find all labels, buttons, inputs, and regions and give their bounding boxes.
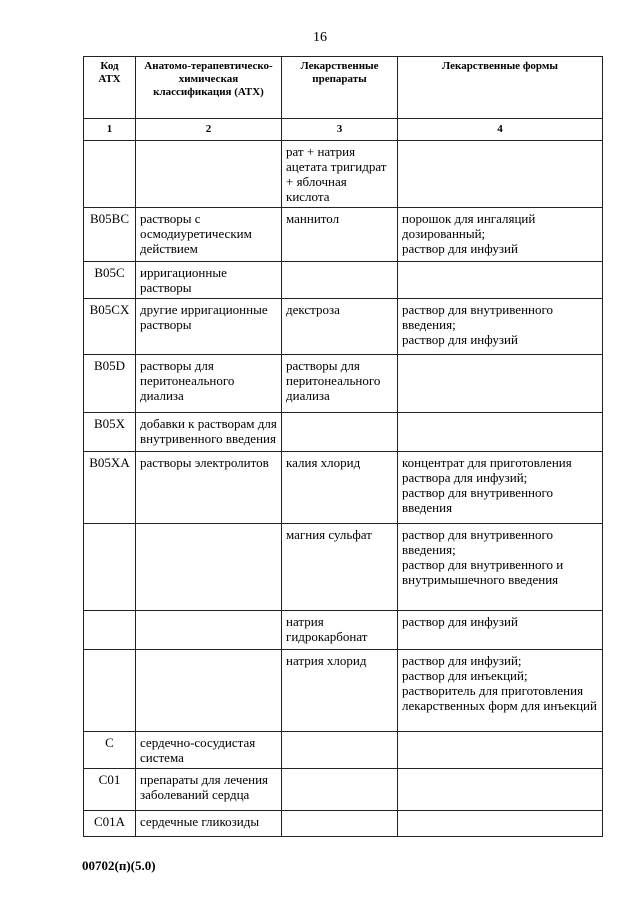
dosage-form-cell [398, 262, 603, 299]
column-number: 1 [84, 119, 136, 141]
dosage-form-cell [398, 732, 603, 769]
atx-code-cell: B05BC [84, 208, 136, 262]
atx-classification-cell: растворы электролитов [136, 452, 282, 524]
table-row [84, 299, 603, 355]
dosage-form-cell: раствор для инфузий [398, 611, 603, 650]
drug-name-cell: магния сульфат [282, 524, 398, 611]
atx-code-cell: B05D [84, 355, 136, 413]
drug-name-cell: натрия гидрокарбонат [282, 611, 398, 650]
atx-code-cell: C01A [84, 811, 136, 837]
drug-name-cell: рат + натрия ацетата тригидрат + яблочная кислота [282, 141, 398, 208]
atx-classification-cell: препараты для лечения заболеваний сердца [136, 769, 282, 811]
dosage-form-cell: раствор для инфузий; раствор для инъекций; растворитель для приготовления лекарственных форм для инъекций [398, 650, 603, 732]
table-row [84, 208, 603, 262]
page-number: 16 [313, 30, 327, 45]
drug-name-cell: калия хлорид [282, 452, 398, 524]
drug-name-cell [282, 811, 398, 837]
atx-code-cell [84, 650, 136, 732]
table-row [84, 452, 603, 524]
drug-name-cell: растворы для перитонеального диализа [282, 355, 398, 413]
table-row [84, 141, 603, 208]
atx-classification-cell: сердечные гликозиды [136, 811, 282, 837]
atx-classification-cell: сердечно-сосудистая система [136, 732, 282, 769]
header-classification: Анатомо-терапевтическо-химическая классификация (АТХ) [136, 57, 282, 119]
table-row [84, 650, 603, 732]
atx-classification-cell: другие ирригационные растворы [136, 299, 282, 355]
drug-name-cell: маннитол [282, 208, 398, 262]
dosage-form-cell: раствор для внутривенного введения; раствор для внутривенного и внутримышечного введения [398, 524, 603, 611]
table-row [84, 262, 603, 299]
atx-classification-cell: растворы для перитонеального диализа [136, 355, 282, 413]
drug-name-cell [282, 769, 398, 811]
atx-code-cell: B05XA [84, 452, 136, 524]
header-forms: Лекарственные формы [398, 57, 603, 119]
column-number: 3 [282, 119, 398, 141]
header-row [84, 57, 603, 119]
atx-code-cell [84, 141, 136, 208]
dosage-form-cell [398, 811, 603, 837]
atx-table [83, 56, 603, 837]
atx-classification-cell: растворы с осмодиуретическим действием [136, 208, 282, 262]
table-row [84, 524, 603, 611]
dosage-form-cell [398, 141, 603, 208]
table-row [84, 355, 603, 413]
atx-code-cell [84, 611, 136, 650]
drug-name-cell [282, 413, 398, 452]
dosage-form-cell [398, 413, 603, 452]
table-row [84, 413, 603, 452]
table-row [84, 611, 603, 650]
header-drugs: Лекарственные препараты [282, 57, 398, 119]
atx-code-cell [84, 524, 136, 611]
atx-code-cell: B05CX [84, 299, 136, 355]
column-number: 2 [136, 119, 282, 141]
dosage-form-cell: концентрат для приготовления раствора для инфузий; раствор для внутривенного введения [398, 452, 603, 524]
atx-classification-cell [136, 141, 282, 208]
dosage-form-cell: порошок для ингаляций дозированный; раствор для инфузий [398, 208, 603, 262]
drug-name-cell [282, 732, 398, 769]
drug-name-cell: декстроза [282, 299, 398, 355]
atx-code-cell: B05X [84, 413, 136, 452]
header-code: Код АТХ [84, 57, 136, 119]
atx-classification-cell: добавки к растворам для внутривенного введения [136, 413, 282, 452]
atx-classification-cell [136, 611, 282, 650]
drug-name-cell: натрия хлорид [282, 650, 398, 732]
drug-name-cell [282, 262, 398, 299]
column-number: 4 [398, 119, 603, 141]
dosage-form-cell [398, 769, 603, 811]
atx-classification-cell [136, 524, 282, 611]
atx-classification-cell: ирригационные растворы [136, 262, 282, 299]
dosage-form-cell [398, 355, 603, 413]
table-row [84, 811, 603, 837]
table-row [84, 769, 603, 811]
column-number-row [84, 119, 603, 141]
dosage-form-cell: раствор для внутривенного введения; раствор для инфузий [398, 299, 603, 355]
atx-code-cell: B05C [84, 262, 136, 299]
atx-code-cell: C [84, 732, 136, 769]
atx-code-cell: C01 [84, 769, 136, 811]
table-row [84, 732, 603, 769]
document-footer-code: 00702(п)(5.0) [82, 858, 156, 873]
atx-classification-cell [136, 650, 282, 732]
